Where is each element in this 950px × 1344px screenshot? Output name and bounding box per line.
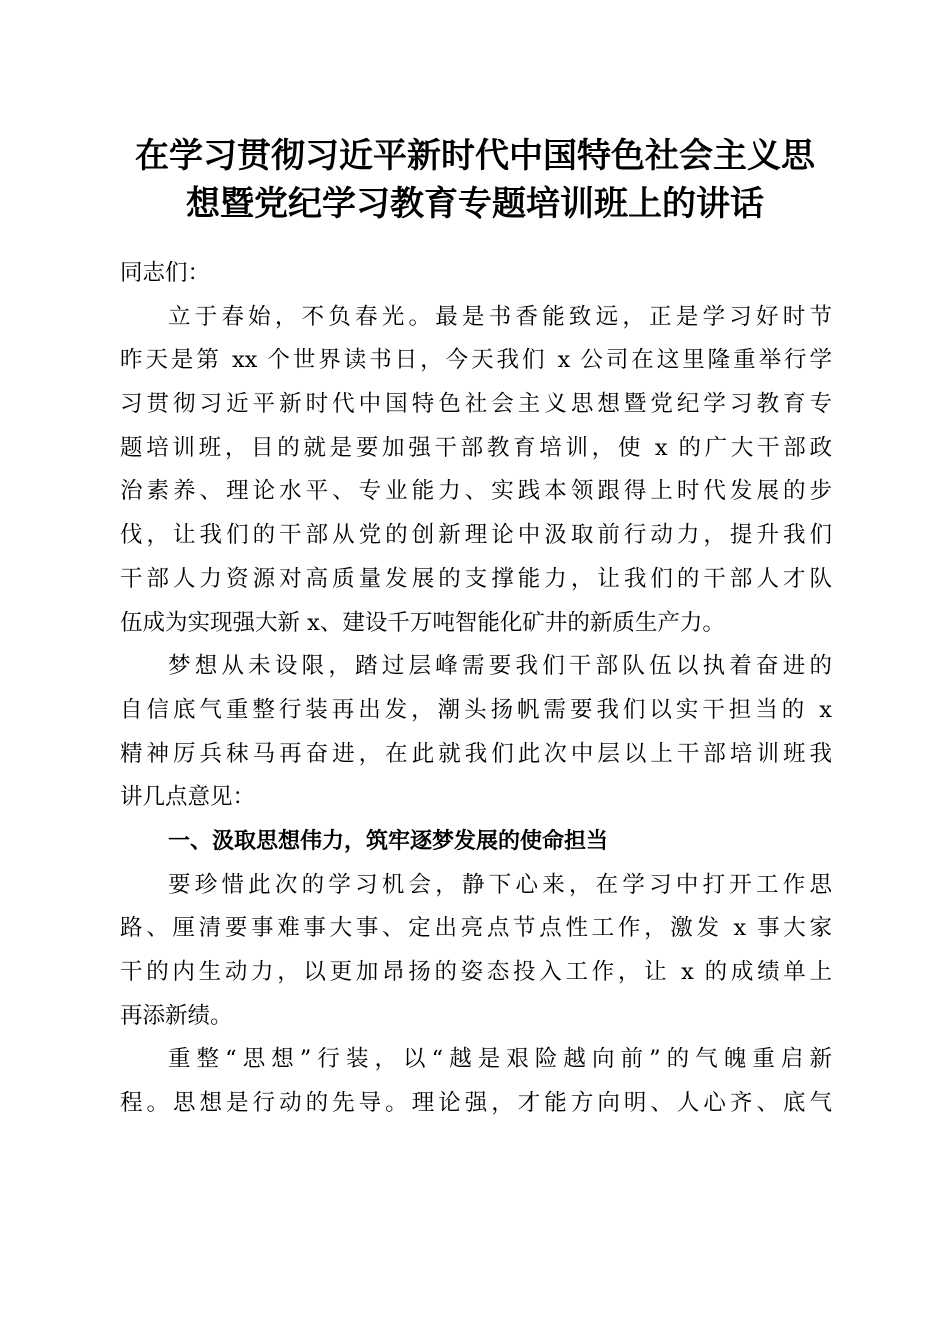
paragraph-1-line-5: 治素养、理论水平、专业能力、实践本领跟得上时代发展的步 <box>120 478 832 505</box>
paragraph-3-line-1: 要珍惜此次的学习机会，静下心来，在学习中打开工作思 <box>168 871 832 898</box>
paragraph-3-line-3: 干的内生动力，以更加昂扬的姿态投入工作，让 x 的成绩单上 <box>120 959 832 985</box>
title-line-2: 想暨党纪学习教育专题培训班上的讲话 <box>186 184 764 224</box>
paragraph-2-line-3: 精神厉兵秣马再奋进，在此就我们此次中层以上干部培训班我 <box>120 740 832 767</box>
paragraph-1-line-7: 干部人力资源对高质量发展的支撑能力，让我们的干部人才队 <box>120 565 832 592</box>
paragraph-2-line-2: 自信底气重整行装再出发，潮头扬帆需要我们以实干担当的 x <box>120 696 832 723</box>
paragraph-1-line-2: 昨天是第 xx 个世界读书日，今天我们 x 公司在这里隆重举行学 <box>120 347 832 374</box>
paragraph-3-line-2: 路、厘清要事难事大事、定出亮点节点性工作，激发 x 事大家 <box>120 915 832 942</box>
paragraph-4-line-2: 程。思想是行动的先导。理论强，才能方向明、人心齐、底气 <box>120 1090 832 1117</box>
paragraph-3-line-4: 再添新绩。 <box>120 1002 233 1029</box>
title-line-1: 在学习贯彻习近平新时代中国特色社会主义思 <box>135 136 815 176</box>
document-body <box>120 252 832 1126</box>
paragraph-1-line-4: 题培训班，目的就是要加强干部教育培训，使 x 的广大干部政 <box>120 434 832 461</box>
paragraph-1-line-1: 立于春始，不负春光。最是书香能致远，正是学习好时节 <box>168 303 832 330</box>
paragraph-2-line-4: 讲几点意见： <box>120 784 256 811</box>
paragraph-4-line-1: 重整“思想”行装，以“越是艰险越向前”的气魄重启新 <box>168 1046 832 1073</box>
paragraph-2-line-1: 梦想从未设限，踏过层峰需要我们干部队伍以执着奋进的 <box>168 653 832 680</box>
section-heading-1: 一、汲取思想伟力，筑牢逐梦发展的使命担当 <box>168 828 609 854</box>
salutation: 同志们： <box>120 260 211 286</box>
document-title <box>100 132 850 228</box>
paragraph-1-line-3: 习贯彻习近平新时代中国特色社会主义思想暨党纪学习教育专 <box>120 391 832 418</box>
paragraph-1-line-6: 伐，让我们的干部从党的创新理论中汲取前行动力，提升我们 <box>120 522 832 549</box>
paragraph-1-line-8: 伍成为实现强大新 x、建设千万吨智能化矿井的新质生产力。 <box>120 609 725 636</box>
